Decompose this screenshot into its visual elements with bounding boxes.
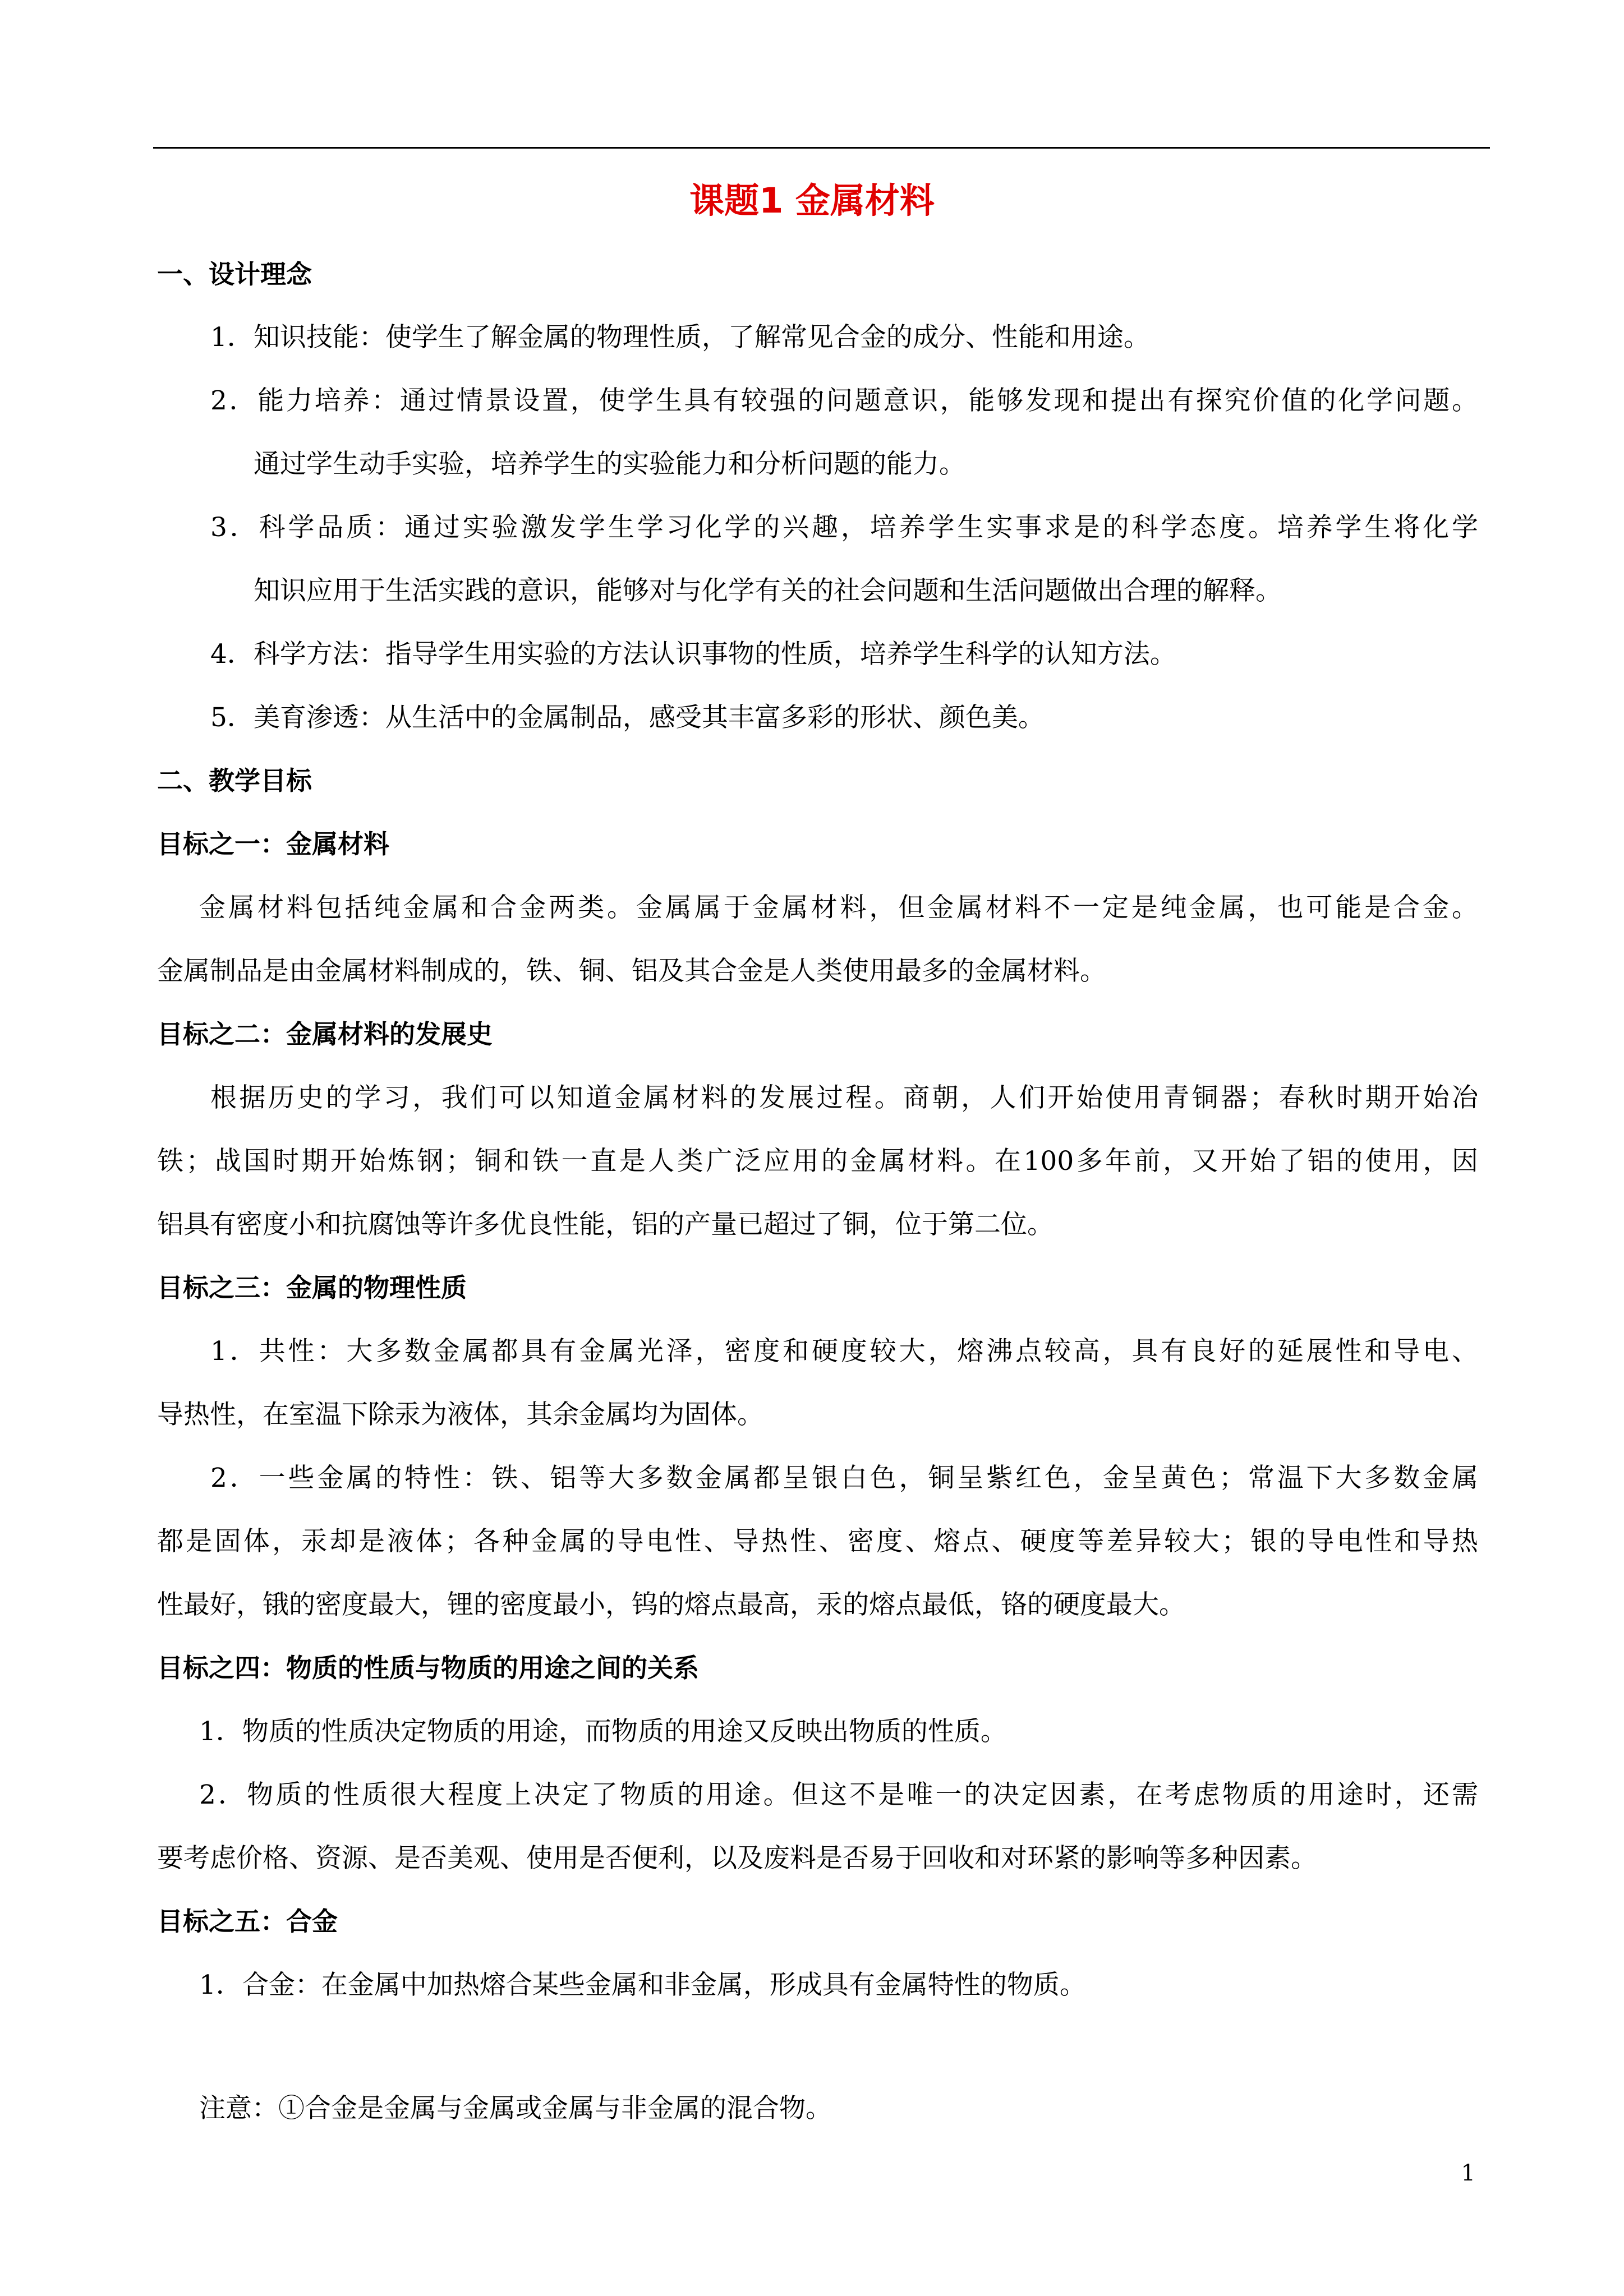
paragraph-line: 铝具有密度小和抗腐蚀等许多优良性能，铝的产量已超过了铜，位于第二位。 (157, 1209, 1053, 1240)
header-rule (153, 147, 1490, 149)
paragraph-line: 1．知识技能：使学生了解金属的物理性质，了解常见合金的成分、性能和用途。 (210, 322, 1150, 353)
paragraph-line: 1．共性：大多数金属都具有金属光泽，密度和硬度较大，熔沸点较高，具有良好的延展性和导电、 (210, 1336, 1478, 1367)
paragraph-line: 都是固体，汞却是液体；各种金属的导电性、导热性、密度、熔点、硬度等差异较大；银的导电性和导热 (157, 1526, 1478, 1557)
paragraph-line: 2．物质的性质很大程度上决定了物质的用途。但这不是唯一的决定因素，在考虑物质的用途时，还需 (199, 1779, 1478, 1810)
paragraph-line: 性最好，锇的密度最大，锂的密度最小，钨的熔点最高，汞的熔点最低，铬的硬度最大。 (157, 1589, 1185, 1620)
paragraph-line: 通过学生动手实验，培养学生的实验能力和分析问题的能力。 (254, 449, 965, 480)
paragraph-line: 2．能力培养：通过情景设置，使学生具有较强的问题意识，能够发现和提出有探究价值的化学问题。 (210, 385, 1478, 416)
paragraph-line: 要考虑价格、资源、是否美观、使用是否便利，以及废料是否易于回收和对环紧的影响等多种因素。 (157, 1843, 1317, 1874)
paragraph-line: 金属材料包括纯金属和合金两类。金属属于金属材料，但金属材料不一定是纯金属，也可能是合金。 (199, 892, 1478, 923)
section-heading: 二、教学目标 (157, 766, 312, 796)
paragraph-line: 2．一些金属的特性：铁、铝等大多数金属都呈银白色，铜呈紫红色，金呈黄色；常温下大多数金属 (210, 1463, 1478, 1493)
goal-heading: 目标之一：金属材料 (157, 829, 389, 859)
page-title: 课题1 金属材料 (689, 180, 935, 221)
paragraph-line: 5．美育渗透：从生活中的金属制品，感受其丰富多彩的形状、颜色美。 (210, 702, 1045, 733)
paragraph-line: 导热性，在室温下除汞为液体，其余金属均为固体。 (157, 1399, 763, 1430)
page-number: 1 (1461, 2160, 1475, 2186)
paragraph-line: 金属制品是由金属材料制成的，铁、铜、铝及其合金是人类使用最多的金属材料。 (157, 956, 1106, 986)
paragraph-line: 3．科学品质：通过实验激发学生学习化学的兴趣，培养学生实事求是的科学态度。培养学生将化学 (210, 512, 1478, 543)
goal-heading: 目标之五：合金 (157, 1906, 338, 1937)
paragraph-line: 1．物质的性质决定物质的用途，而物质的用途又反映出物质的性质。 (199, 1716, 1007, 1747)
paragraph-line: 1．合金：在金属中加热熔合某些金属和非金属，形成具有金属特性的物质。 (199, 1970, 1086, 2000)
section-heading: 一、设计理念 (157, 259, 312, 289)
paragraph-line: 4．科学方法：指导学生用实验的方法认识事物的性质，培养学生科学的认知方法。 (210, 639, 1176, 670)
note-line: 注意：①合金是金属与金属或金属与非金属的混合物。 (199, 2093, 832, 2124)
goal-heading: 目标之三：金属的物理性质 (157, 1273, 467, 1303)
paragraph-line: 根据历史的学习，我们可以知道金属材料的发展过程。商朝，人们开始使用青铜器；春秋时期开始冶 (210, 1082, 1478, 1113)
goal-heading: 目标之四：物质的性质与物质的用途之间的关系 (157, 1653, 699, 1683)
paragraph-line: 知识应用于生活实践的意识，能够对与化学有关的社会问题和生活问题做出合理的解释。 (254, 575, 1282, 606)
paragraph-line: 铁；战国时期开始炼钢；铜和铁一直是人类广泛应用的金属材料。在100多年前，又开始了铝的使用，因 (157, 1146, 1478, 1177)
goal-heading: 目标之二：金属材料的发展史 (157, 1019, 493, 1049)
